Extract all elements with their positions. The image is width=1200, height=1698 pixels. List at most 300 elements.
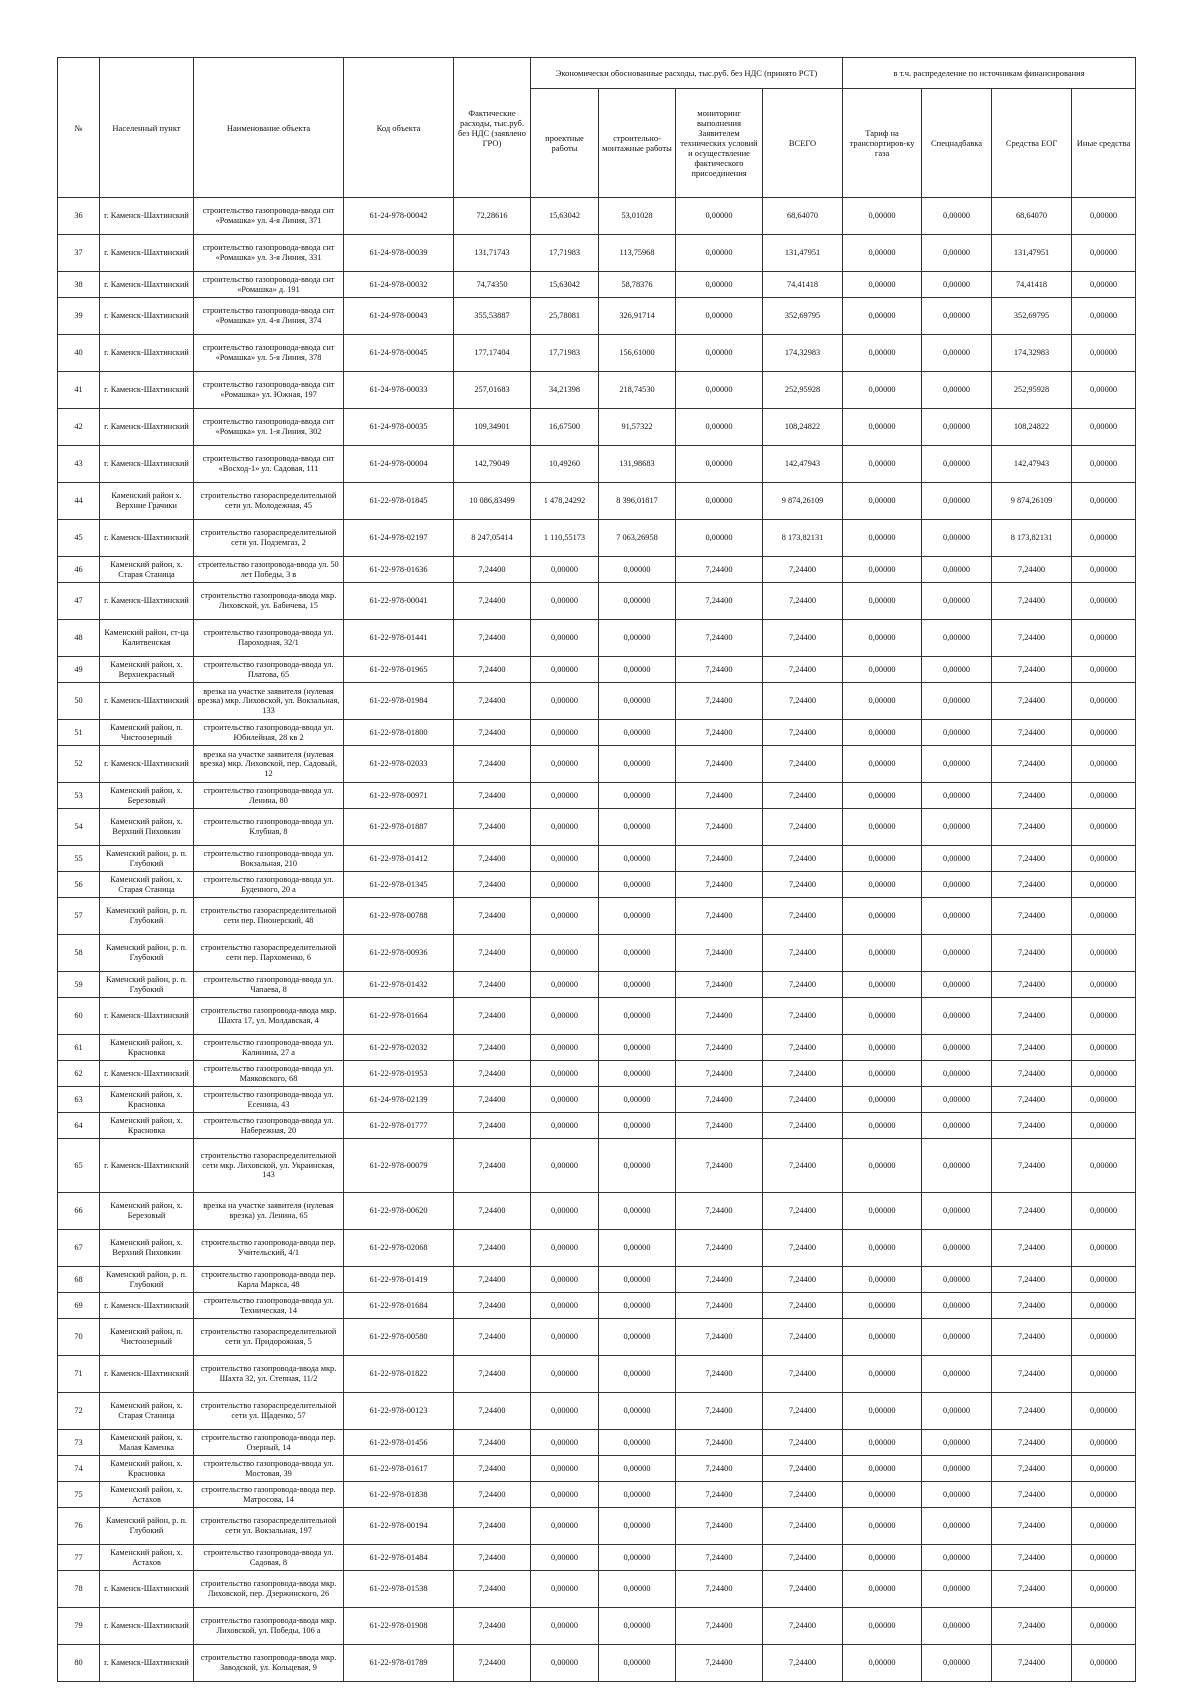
- object-name-cell: строительство газопровода-ввода снт «Восход-1» ул. Садовая, 111: [194, 446, 344, 483]
- total-cost-cell: 7,24400: [763, 1356, 843, 1393]
- row-number-cell: 38: [58, 272, 100, 298]
- object-code-cell: 61-24-978-00045: [344, 335, 454, 372]
- other-share-cell: 0,00000: [1072, 1230, 1136, 1267]
- eog-share-cell: 7,24400: [992, 1571, 1072, 1608]
- object-code-cell: 61-22-978-01822: [344, 1356, 454, 1393]
- col-header-construction: строительно-монтажные работы: [599, 89, 676, 198]
- other-share-cell: 0,00000: [1072, 409, 1136, 446]
- construction-cost-cell: 0,00000: [599, 1645, 676, 1682]
- eog-share-cell: 252,95928: [992, 372, 1072, 409]
- actual-cost-cell: 7,24400: [454, 1193, 531, 1230]
- surcharge-share-cell: 0,00000: [922, 1545, 992, 1571]
- monitoring-cost-cell: 7,24400: [676, 809, 763, 846]
- tariff-share-cell: 0,00000: [843, 746, 922, 783]
- surcharge-share-cell: 0,00000: [922, 1230, 992, 1267]
- other-share-cell: 0,00000: [1072, 720, 1136, 746]
- object-name-cell: строительство газораспределительной сети ул. Молодежная, 45: [194, 483, 344, 520]
- design-cost-cell: 25,78081: [531, 298, 599, 335]
- monitoring-cost-cell: 7,24400: [676, 1571, 763, 1608]
- construction-cost-cell: 326,91714: [599, 298, 676, 335]
- col-header-tariff: Тариф на транспортиров-ку газа: [843, 89, 922, 198]
- actual-cost-cell: 7,24400: [454, 1545, 531, 1571]
- actual-cost-cell: 7,24400: [454, 1267, 531, 1293]
- surcharge-share-cell: 0,00000: [922, 998, 992, 1035]
- tariff-share-cell: 0,00000: [843, 1230, 922, 1267]
- object-code-cell: 61-22-978-01484: [344, 1545, 454, 1571]
- design-cost-cell: 0,00000: [531, 1430, 599, 1456]
- surcharge-share-cell: 0,00000: [922, 935, 992, 972]
- other-share-cell: 0,00000: [1072, 583, 1136, 620]
- actual-cost-cell: 10 086,83499: [454, 483, 531, 520]
- eog-share-cell: 7,24400: [992, 846, 1072, 872]
- construction-cost-cell: 7 063,26958: [599, 520, 676, 557]
- table-row: [58, 409, 1136, 446]
- tariff-share-cell: 0,00000: [843, 1393, 922, 1430]
- monitoring-cost-cell: 7,24400: [676, 1193, 763, 1230]
- object-name-cell: строительство газопровода-ввода ул. Техническая, 14: [194, 1293, 344, 1319]
- table-row: [58, 935, 1136, 972]
- tariff-share-cell: 0,00000: [843, 1645, 922, 1682]
- eog-share-cell: 7,24400: [992, 1230, 1072, 1267]
- surcharge-share-cell: 0,00000: [922, 298, 992, 335]
- monitoring-cost-cell: 7,24400: [676, 1545, 763, 1571]
- eog-share-cell: 7,24400: [992, 1508, 1072, 1545]
- monitoring-cost-cell: 7,24400: [676, 1482, 763, 1508]
- construction-cost-cell: 218,74530: [599, 372, 676, 409]
- total-cost-cell: 9 874,26109: [763, 483, 843, 520]
- design-cost-cell: 0,00000: [531, 1193, 599, 1230]
- object-code-cell: 61-22-978-01684: [344, 1293, 454, 1319]
- settlement-cell: Каменский район, р. п. Глубокий: [100, 1267, 194, 1293]
- construction-cost-cell: 0,00000: [599, 1571, 676, 1608]
- total-cost-cell: 7,24400: [763, 972, 843, 998]
- other-share-cell: 0,00000: [1072, 1293, 1136, 1319]
- table-row: [58, 335, 1136, 372]
- surcharge-share-cell: 0,00000: [922, 520, 992, 557]
- design-cost-cell: 0,00000: [531, 935, 599, 972]
- design-cost-cell: 0,00000: [531, 583, 599, 620]
- actual-cost-cell: 177,17404: [454, 335, 531, 372]
- construction-cost-cell: 0,00000: [599, 1113, 676, 1139]
- total-cost-cell: 7,24400: [763, 998, 843, 1035]
- surcharge-share-cell: 0,00000: [922, 583, 992, 620]
- design-cost-cell: 0,00000: [531, 1035, 599, 1061]
- total-cost-cell: 8 173,82131: [763, 520, 843, 557]
- monitoring-cost-cell: 0,00000: [676, 409, 763, 446]
- monitoring-cost-cell: 7,24400: [676, 1645, 763, 1682]
- tariff-share-cell: 0,00000: [843, 935, 922, 972]
- surcharge-share-cell: 0,00000: [922, 1645, 992, 1682]
- table-row: [58, 1035, 1136, 1061]
- surcharge-share-cell: 0,00000: [922, 409, 992, 446]
- settlement-cell: Каменский район, х. Красновка: [100, 1087, 194, 1113]
- col-header-total: ВСЕГО: [763, 89, 843, 198]
- actual-cost-cell: 7,24400: [454, 809, 531, 846]
- design-cost-cell: 0,00000: [531, 1393, 599, 1430]
- construction-cost-cell: 58,78376: [599, 272, 676, 298]
- surcharge-share-cell: 0,00000: [922, 746, 992, 783]
- object-code-cell: 61-22-978-01664: [344, 998, 454, 1035]
- other-share-cell: 0,00000: [1072, 872, 1136, 898]
- table-row: [58, 657, 1136, 683]
- row-number-cell: 42: [58, 409, 100, 446]
- design-cost-cell: 0,00000: [531, 620, 599, 657]
- col-group-sources: в т.ч. распределение по источникам финансирования: [843, 58, 1136, 89]
- row-number-cell: 59: [58, 972, 100, 998]
- settlement-cell: Каменский район, р. п. Глубокий: [100, 898, 194, 935]
- other-share-cell: 0,00000: [1072, 1267, 1136, 1293]
- object-name-cell: строительство газораспределительной сети пер. Пионерский, 48: [194, 898, 344, 935]
- row-number-cell: 71: [58, 1356, 100, 1393]
- total-cost-cell: 7,24400: [763, 1608, 843, 1645]
- row-number-cell: 45: [58, 520, 100, 557]
- design-cost-cell: 1 478,24292: [531, 483, 599, 520]
- design-cost-cell: 0,00000: [531, 1293, 599, 1319]
- monitoring-cost-cell: 7,24400: [676, 557, 763, 583]
- other-share-cell: 0,00000: [1072, 1545, 1136, 1571]
- object-code-cell: 61-22-978-00936: [344, 935, 454, 972]
- construction-cost-cell: 0,00000: [599, 972, 676, 998]
- table-row: [58, 1430, 1136, 1456]
- actual-cost-cell: 7,24400: [454, 746, 531, 783]
- settlement-cell: г. Каменск-Шахтинский: [100, 409, 194, 446]
- monitoring-cost-cell: 7,24400: [676, 583, 763, 620]
- design-cost-cell: 15,63042: [531, 198, 599, 235]
- tariff-share-cell: 0,00000: [843, 235, 922, 272]
- total-cost-cell: 174,32983: [763, 335, 843, 372]
- object-name-cell: строительство газопровода-ввода мкр. Лиховской, ул. Бабичева, 15: [194, 583, 344, 620]
- table-row: [58, 272, 1136, 298]
- surcharge-share-cell: 0,00000: [922, 972, 992, 998]
- total-cost-cell: 252,95928: [763, 372, 843, 409]
- actual-cost-cell: 7,24400: [454, 783, 531, 809]
- other-share-cell: 0,00000: [1072, 1035, 1136, 1061]
- settlement-cell: г. Каменск-Шахтинский: [100, 1571, 194, 1608]
- eog-share-cell: 7,24400: [992, 720, 1072, 746]
- object-code-cell: 61-22-978-01456: [344, 1430, 454, 1456]
- row-number-cell: 79: [58, 1608, 100, 1645]
- other-share-cell: 0,00000: [1072, 483, 1136, 520]
- construction-cost-cell: 156,61000: [599, 335, 676, 372]
- other-share-cell: 0,00000: [1072, 298, 1136, 335]
- row-number-cell: 72: [58, 1393, 100, 1430]
- construction-cost-cell: 131,98683: [599, 446, 676, 483]
- tariff-share-cell: 0,00000: [843, 1545, 922, 1571]
- total-cost-cell: 7,24400: [763, 1571, 843, 1608]
- actual-cost-cell: 7,24400: [454, 1482, 531, 1508]
- object-name-cell: строительство газопровода-ввода мкр. Лиховской, ул. Победы, 106 а: [194, 1608, 344, 1645]
- table-row: [58, 583, 1136, 620]
- object-name-cell: строительство газопровода-ввода ул. Пароходная, 32/1: [194, 620, 344, 657]
- other-share-cell: 0,00000: [1072, 1571, 1136, 1608]
- design-cost-cell: 0,00000: [531, 1087, 599, 1113]
- object-code-cell: 61-24-978-00032: [344, 272, 454, 298]
- tariff-share-cell: 0,00000: [843, 1267, 922, 1293]
- tariff-share-cell: 0,00000: [843, 1319, 922, 1356]
- eog-share-cell: 7,24400: [992, 1319, 1072, 1356]
- col-header-surcharge: Спецнадбавка: [922, 89, 992, 198]
- monitoring-cost-cell: 7,24400: [676, 657, 763, 683]
- row-number-cell: 48: [58, 620, 100, 657]
- construction-cost-cell: 0,00000: [599, 683, 676, 720]
- object-code-cell: 61-22-978-00123: [344, 1393, 454, 1430]
- table-row: [58, 1230, 1136, 1267]
- object-name-cell: строительство газопровода-ввода ул. Ленина, 80: [194, 783, 344, 809]
- eog-share-cell: 7,24400: [992, 872, 1072, 898]
- total-cost-cell: 7,24400: [763, 620, 843, 657]
- settlement-cell: Каменский район, п. Чистоозерный: [100, 1319, 194, 1356]
- tariff-share-cell: 0,00000: [843, 446, 922, 483]
- settlement-cell: Каменский район, х. Верхнекрасный: [100, 657, 194, 683]
- construction-cost-cell: 0,00000: [599, 783, 676, 809]
- table-row: [58, 620, 1136, 657]
- settlement-cell: г. Каменск-Шахтинский: [100, 1356, 194, 1393]
- tariff-share-cell: 0,00000: [843, 520, 922, 557]
- total-cost-cell: 7,24400: [763, 898, 843, 935]
- design-cost-cell: 0,00000: [531, 1545, 599, 1571]
- actual-cost-cell: 7,24400: [454, 1356, 531, 1393]
- settlement-cell: Каменский район, х. Красновка: [100, 1113, 194, 1139]
- actual-cost-cell: 7,24400: [454, 935, 531, 972]
- eog-share-cell: 7,24400: [992, 657, 1072, 683]
- tariff-share-cell: 0,00000: [843, 846, 922, 872]
- design-cost-cell: 0,00000: [531, 1113, 599, 1139]
- construction-cost-cell: 8 396,01817: [599, 483, 676, 520]
- design-cost-cell: 0,00000: [531, 783, 599, 809]
- row-number-cell: 52: [58, 746, 100, 783]
- settlement-cell: г. Каменск-Шахтинский: [100, 998, 194, 1035]
- object-code-cell: 61-22-978-01636: [344, 557, 454, 583]
- table-row: [58, 1482, 1136, 1508]
- surcharge-share-cell: 0,00000: [922, 1319, 992, 1356]
- object-name-cell: строительство газопровода-ввода пер. Озерный, 14: [194, 1430, 344, 1456]
- object-name-cell: строительство газопровода-ввода ул. Чапаева, 8: [194, 972, 344, 998]
- other-share-cell: 0,00000: [1072, 935, 1136, 972]
- monitoring-cost-cell: 0,00000: [676, 372, 763, 409]
- monitoring-cost-cell: 7,24400: [676, 1356, 763, 1393]
- tariff-share-cell: 0,00000: [843, 335, 922, 372]
- surcharge-share-cell: 0,00000: [922, 1267, 992, 1293]
- construction-cost-cell: 0,00000: [599, 1061, 676, 1087]
- table-row: [58, 1087, 1136, 1113]
- design-cost-cell: 0,00000: [531, 846, 599, 872]
- settlement-cell: Каменский район, р. п. Глубокий: [100, 1508, 194, 1545]
- actual-cost-cell: 7,24400: [454, 1393, 531, 1430]
- other-share-cell: 0,00000: [1072, 809, 1136, 846]
- construction-cost-cell: 0,00000: [599, 935, 676, 972]
- table-row: [58, 720, 1136, 746]
- construction-cost-cell: 91,57322: [599, 409, 676, 446]
- other-share-cell: 0,00000: [1072, 1645, 1136, 1682]
- object-code-cell: 61-24-978-02139: [344, 1087, 454, 1113]
- construction-cost-cell: 0,00000: [599, 809, 676, 846]
- row-number-cell: 39: [58, 298, 100, 335]
- object-name-cell: врезка на участке заявителя (нулевая врезка) мкр. Лиховской, пер. Садовый, 12: [194, 746, 344, 783]
- other-share-cell: 0,00000: [1072, 683, 1136, 720]
- total-cost-cell: 7,24400: [763, 1293, 843, 1319]
- design-cost-cell: 0,00000: [531, 998, 599, 1035]
- monitoring-cost-cell: 7,24400: [676, 1087, 763, 1113]
- eog-share-cell: 131,47951: [992, 235, 1072, 272]
- tariff-share-cell: 0,00000: [843, 372, 922, 409]
- eog-share-cell: 7,24400: [992, 1393, 1072, 1430]
- settlement-cell: Каменский район, х. Старая Станица: [100, 872, 194, 898]
- other-share-cell: 0,00000: [1072, 1482, 1136, 1508]
- monitoring-cost-cell: 7,24400: [676, 1393, 763, 1430]
- construction-cost-cell: 0,00000: [599, 1293, 676, 1319]
- total-cost-cell: 7,24400: [763, 720, 843, 746]
- design-cost-cell: 0,00000: [531, 746, 599, 783]
- row-number-cell: 68: [58, 1267, 100, 1293]
- construction-cost-cell: 0,00000: [599, 1035, 676, 1061]
- other-share-cell: 0,00000: [1072, 998, 1136, 1035]
- tariff-share-cell: 0,00000: [843, 1061, 922, 1087]
- design-cost-cell: 0,00000: [531, 972, 599, 998]
- row-number-cell: 74: [58, 1456, 100, 1482]
- expenses-table: [57, 57, 1136, 1682]
- other-share-cell: 0,00000: [1072, 620, 1136, 657]
- design-cost-cell: 17,71983: [531, 335, 599, 372]
- actual-cost-cell: 7,24400: [454, 1571, 531, 1608]
- settlement-cell: Каменский район, р. п. Глубокий: [100, 935, 194, 972]
- actual-cost-cell: 7,24400: [454, 720, 531, 746]
- object-code-cell: 61-22-978-01345: [344, 872, 454, 898]
- object-name-cell: строительство газопровода-ввода мкр. Шахта 17, ул. Молдавская, 4: [194, 998, 344, 1035]
- surcharge-share-cell: 0,00000: [922, 272, 992, 298]
- surcharge-share-cell: 0,00000: [922, 1482, 992, 1508]
- actual-cost-cell: 7,24400: [454, 1139, 531, 1193]
- object-code-cell: 61-22-978-01800: [344, 720, 454, 746]
- table-row: [58, 1456, 1136, 1482]
- surcharge-share-cell: 0,00000: [922, 1356, 992, 1393]
- surcharge-share-cell: 0,00000: [922, 1193, 992, 1230]
- row-number-cell: 80: [58, 1645, 100, 1682]
- object-code-cell: 61-22-978-00788: [344, 898, 454, 935]
- design-cost-cell: 0,00000: [531, 1061, 599, 1087]
- table-row: [58, 1508, 1136, 1545]
- surcharge-share-cell: 0,00000: [922, 846, 992, 872]
- tariff-share-cell: 0,00000: [843, 1139, 922, 1193]
- table-row: [58, 520, 1136, 557]
- construction-cost-cell: 0,00000: [599, 1230, 676, 1267]
- monitoring-cost-cell: 7,24400: [676, 1230, 763, 1267]
- construction-cost-cell: 113,75968: [599, 235, 676, 272]
- object-code-cell: 61-22-978-01845: [344, 483, 454, 520]
- other-share-cell: 0,00000: [1072, 1430, 1136, 1456]
- row-number-cell: 73: [58, 1430, 100, 1456]
- actual-cost-cell: 7,24400: [454, 657, 531, 683]
- table-row: [58, 1061, 1136, 1087]
- row-number-cell: 77: [58, 1545, 100, 1571]
- total-cost-cell: 7,24400: [763, 1508, 843, 1545]
- actual-cost-cell: 7,24400: [454, 872, 531, 898]
- row-number-cell: 49: [58, 657, 100, 683]
- actual-cost-cell: 7,24400: [454, 620, 531, 657]
- eog-share-cell: 7,24400: [992, 583, 1072, 620]
- object-code-cell: 61-22-978-01887: [344, 809, 454, 846]
- table-row: [58, 1645, 1136, 1682]
- total-cost-cell: 68,64070: [763, 198, 843, 235]
- construction-cost-cell: 0,00000: [599, 1608, 676, 1645]
- object-name-cell: строительство газопровода-ввода снт «Ромашка» ул. 3-я Линия, 331: [194, 235, 344, 272]
- total-cost-cell: 142,47943: [763, 446, 843, 483]
- eog-share-cell: 7,24400: [992, 1113, 1072, 1139]
- actual-cost-cell: 355,53887: [454, 298, 531, 335]
- object-code-cell: 61-22-978-01908: [344, 1608, 454, 1645]
- table-row: [58, 1545, 1136, 1571]
- total-cost-cell: 7,24400: [763, 1193, 843, 1230]
- table-row: [58, 483, 1136, 520]
- total-cost-cell: 7,24400: [763, 935, 843, 972]
- surcharge-share-cell: 0,00000: [922, 372, 992, 409]
- eog-share-cell: 7,24400: [992, 1267, 1072, 1293]
- surcharge-share-cell: 0,00000: [922, 1608, 992, 1645]
- tariff-share-cell: 0,00000: [843, 1356, 922, 1393]
- row-number-cell: 62: [58, 1061, 100, 1087]
- other-share-cell: 0,00000: [1072, 783, 1136, 809]
- total-cost-cell: 7,24400: [763, 783, 843, 809]
- table-row: [58, 846, 1136, 872]
- design-cost-cell: 0,00000: [531, 683, 599, 720]
- construction-cost-cell: 0,00000: [599, 1193, 676, 1230]
- other-share-cell: 0,00000: [1072, 898, 1136, 935]
- object-name-cell: строительство газопровода-ввода ул. Клубная, 8: [194, 809, 344, 846]
- tariff-share-cell: 0,00000: [843, 1193, 922, 1230]
- table-row: [58, 1293, 1136, 1319]
- row-number-cell: 44: [58, 483, 100, 520]
- eog-share-cell: 142,47943: [992, 446, 1072, 483]
- other-share-cell: 0,00000: [1072, 1393, 1136, 1430]
- construction-cost-cell: 0,00000: [599, 1393, 676, 1430]
- object-name-cell: строительство газопровода-ввода снт «Ромашка» ул. 1-я Линия, 302: [194, 409, 344, 446]
- design-cost-cell: 1 110,55173: [531, 520, 599, 557]
- object-name-cell: строительство газораспределительной сети ул. Придорожная, 5: [194, 1319, 344, 1356]
- col-header-eog: Средства ЕОГ: [992, 89, 1072, 198]
- settlement-cell: г. Каменск-Шахтинский: [100, 583, 194, 620]
- design-cost-cell: 15,63042: [531, 272, 599, 298]
- object-code-cell: 61-22-978-02068: [344, 1230, 454, 1267]
- eog-share-cell: 7,24400: [992, 1035, 1072, 1061]
- table-row: [58, 1267, 1136, 1293]
- eog-share-cell: 7,24400: [992, 1456, 1072, 1482]
- row-number-cell: 56: [58, 872, 100, 898]
- tariff-share-cell: 0,00000: [843, 298, 922, 335]
- monitoring-cost-cell: 7,24400: [676, 1061, 763, 1087]
- other-share-cell: 0,00000: [1072, 335, 1136, 372]
- actual-cost-cell: 7,24400: [454, 1087, 531, 1113]
- settlement-cell: Каменский район, х. Березовый: [100, 783, 194, 809]
- construction-cost-cell: 0,00000: [599, 1087, 676, 1113]
- monitoring-cost-cell: 0,00000: [676, 483, 763, 520]
- total-cost-cell: 7,24400: [763, 746, 843, 783]
- actual-cost-cell: 7,24400: [454, 1035, 531, 1061]
- col-header-design: проектные работы: [531, 89, 599, 198]
- tariff-share-cell: 0,00000: [843, 1430, 922, 1456]
- settlement-cell: Каменский район, х. Старая Станица: [100, 557, 194, 583]
- monitoring-cost-cell: 7,24400: [676, 1113, 763, 1139]
- total-cost-cell: 7,24400: [763, 1139, 843, 1193]
- actual-cost-cell: 7,24400: [454, 972, 531, 998]
- monitoring-cost-cell: 7,24400: [676, 620, 763, 657]
- eog-share-cell: 7,24400: [992, 972, 1072, 998]
- monitoring-cost-cell: 7,24400: [676, 1293, 763, 1319]
- object-name-cell: строительство газопровода-ввода ул. Буденного, 20 а: [194, 872, 344, 898]
- object-name-cell: строительство газопровода-ввода ул. Маяковского, 68: [194, 1061, 344, 1087]
- tariff-share-cell: 0,00000: [843, 409, 922, 446]
- construction-cost-cell: 0,00000: [599, 1545, 676, 1571]
- design-cost-cell: 0,00000: [531, 1230, 599, 1267]
- design-cost-cell: 0,00000: [531, 1482, 599, 1508]
